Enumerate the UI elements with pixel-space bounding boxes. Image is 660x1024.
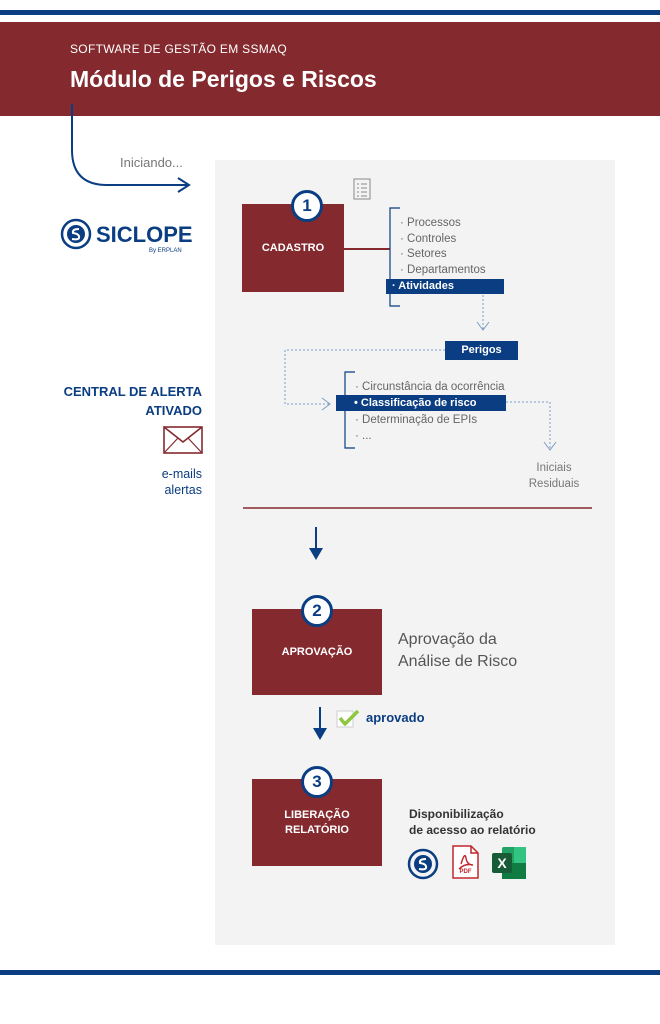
list-item: · Circunstância da ocorrência (355, 381, 505, 393)
step3-description-line1: Disponibilização (409, 807, 504, 821)
siclope-icon (407, 848, 439, 880)
risk-outcome-line2: Residuais (528, 478, 580, 490)
list-item: · Setores (400, 248, 447, 260)
step3-number-badge (301, 766, 333, 798)
start-arrow (72, 104, 188, 185)
approved-label: aprovado (366, 710, 425, 725)
alert-caption-line1: e-mails (161, 467, 202, 481)
step2-number-badge (301, 595, 333, 627)
step3-number: 3 (312, 772, 322, 791)
alert-heading-line2: ATIVADO (145, 403, 202, 418)
perigos-list-after (355, 412, 477, 444)
check-icon (336, 708, 360, 730)
risk-outcome (510, 460, 598, 492)
step3-description-line2: de acesso ao relatório (409, 823, 536, 837)
step1-number: 1 (302, 196, 312, 215)
header-subtitle: SOFTWARE DE GESTÃO EM SSMAQ (70, 42, 288, 56)
pdf-label: PDF (459, 869, 472, 875)
perigos-list (355, 379, 505, 395)
page-title: Módulo de Perigos e Riscos (70, 66, 377, 92)
step1-number-badge (291, 190, 323, 222)
excel-icon (492, 847, 526, 879)
step2-description-line2: Análise de Risco (398, 653, 518, 670)
pdf-icon (452, 845, 479, 879)
excel-label: X (492, 853, 512, 873)
risk-outcome-line1: Iniciais (536, 462, 572, 474)
step2-description (398, 629, 517, 673)
list-item: · Determinação de EPIs (355, 414, 478, 426)
siclope-logo-icon (60, 218, 92, 250)
list-item: · Processos (400, 217, 461, 229)
checklist-icon (353, 178, 371, 200)
step1-label: CADASTRO (261, 241, 325, 254)
step1-cadastro-box (242, 204, 344, 292)
step3-label-line2: RELATÓRIO (285, 823, 349, 836)
step3-label-line1: LIBERAÇÃO (284, 808, 350, 821)
step2-number: 2 (312, 601, 322, 620)
siclope-logo-byline: By ERPLAN (149, 248, 182, 254)
list-item: · ... (355, 430, 372, 442)
alert-caption (100, 466, 202, 498)
step1-list (400, 216, 486, 278)
siclope-logo (60, 218, 200, 258)
step1-highlight-item: · Atividades (386, 279, 504, 294)
start-label: Iniciando... (120, 155, 183, 170)
list-item: · Departamentos (400, 263, 486, 276)
perigos-highlight-item: • Classificação de risco (336, 395, 506, 411)
step2-description-line1: Aprovação da (398, 631, 497, 648)
step2-label: APROVAÇÃO (281, 645, 353, 658)
step3-description (409, 806, 536, 838)
alert-heading (20, 382, 202, 420)
siclope-logo-text: SICLOPE (96, 222, 193, 247)
envelope-icon (163, 426, 203, 454)
alert-heading-line1: CENTRAL DE ALERTA (63, 384, 202, 399)
list-item: · Controles (400, 232, 457, 245)
perigos-label: Perigos (445, 341, 518, 360)
alert-caption-line2: alertas (164, 483, 202, 497)
